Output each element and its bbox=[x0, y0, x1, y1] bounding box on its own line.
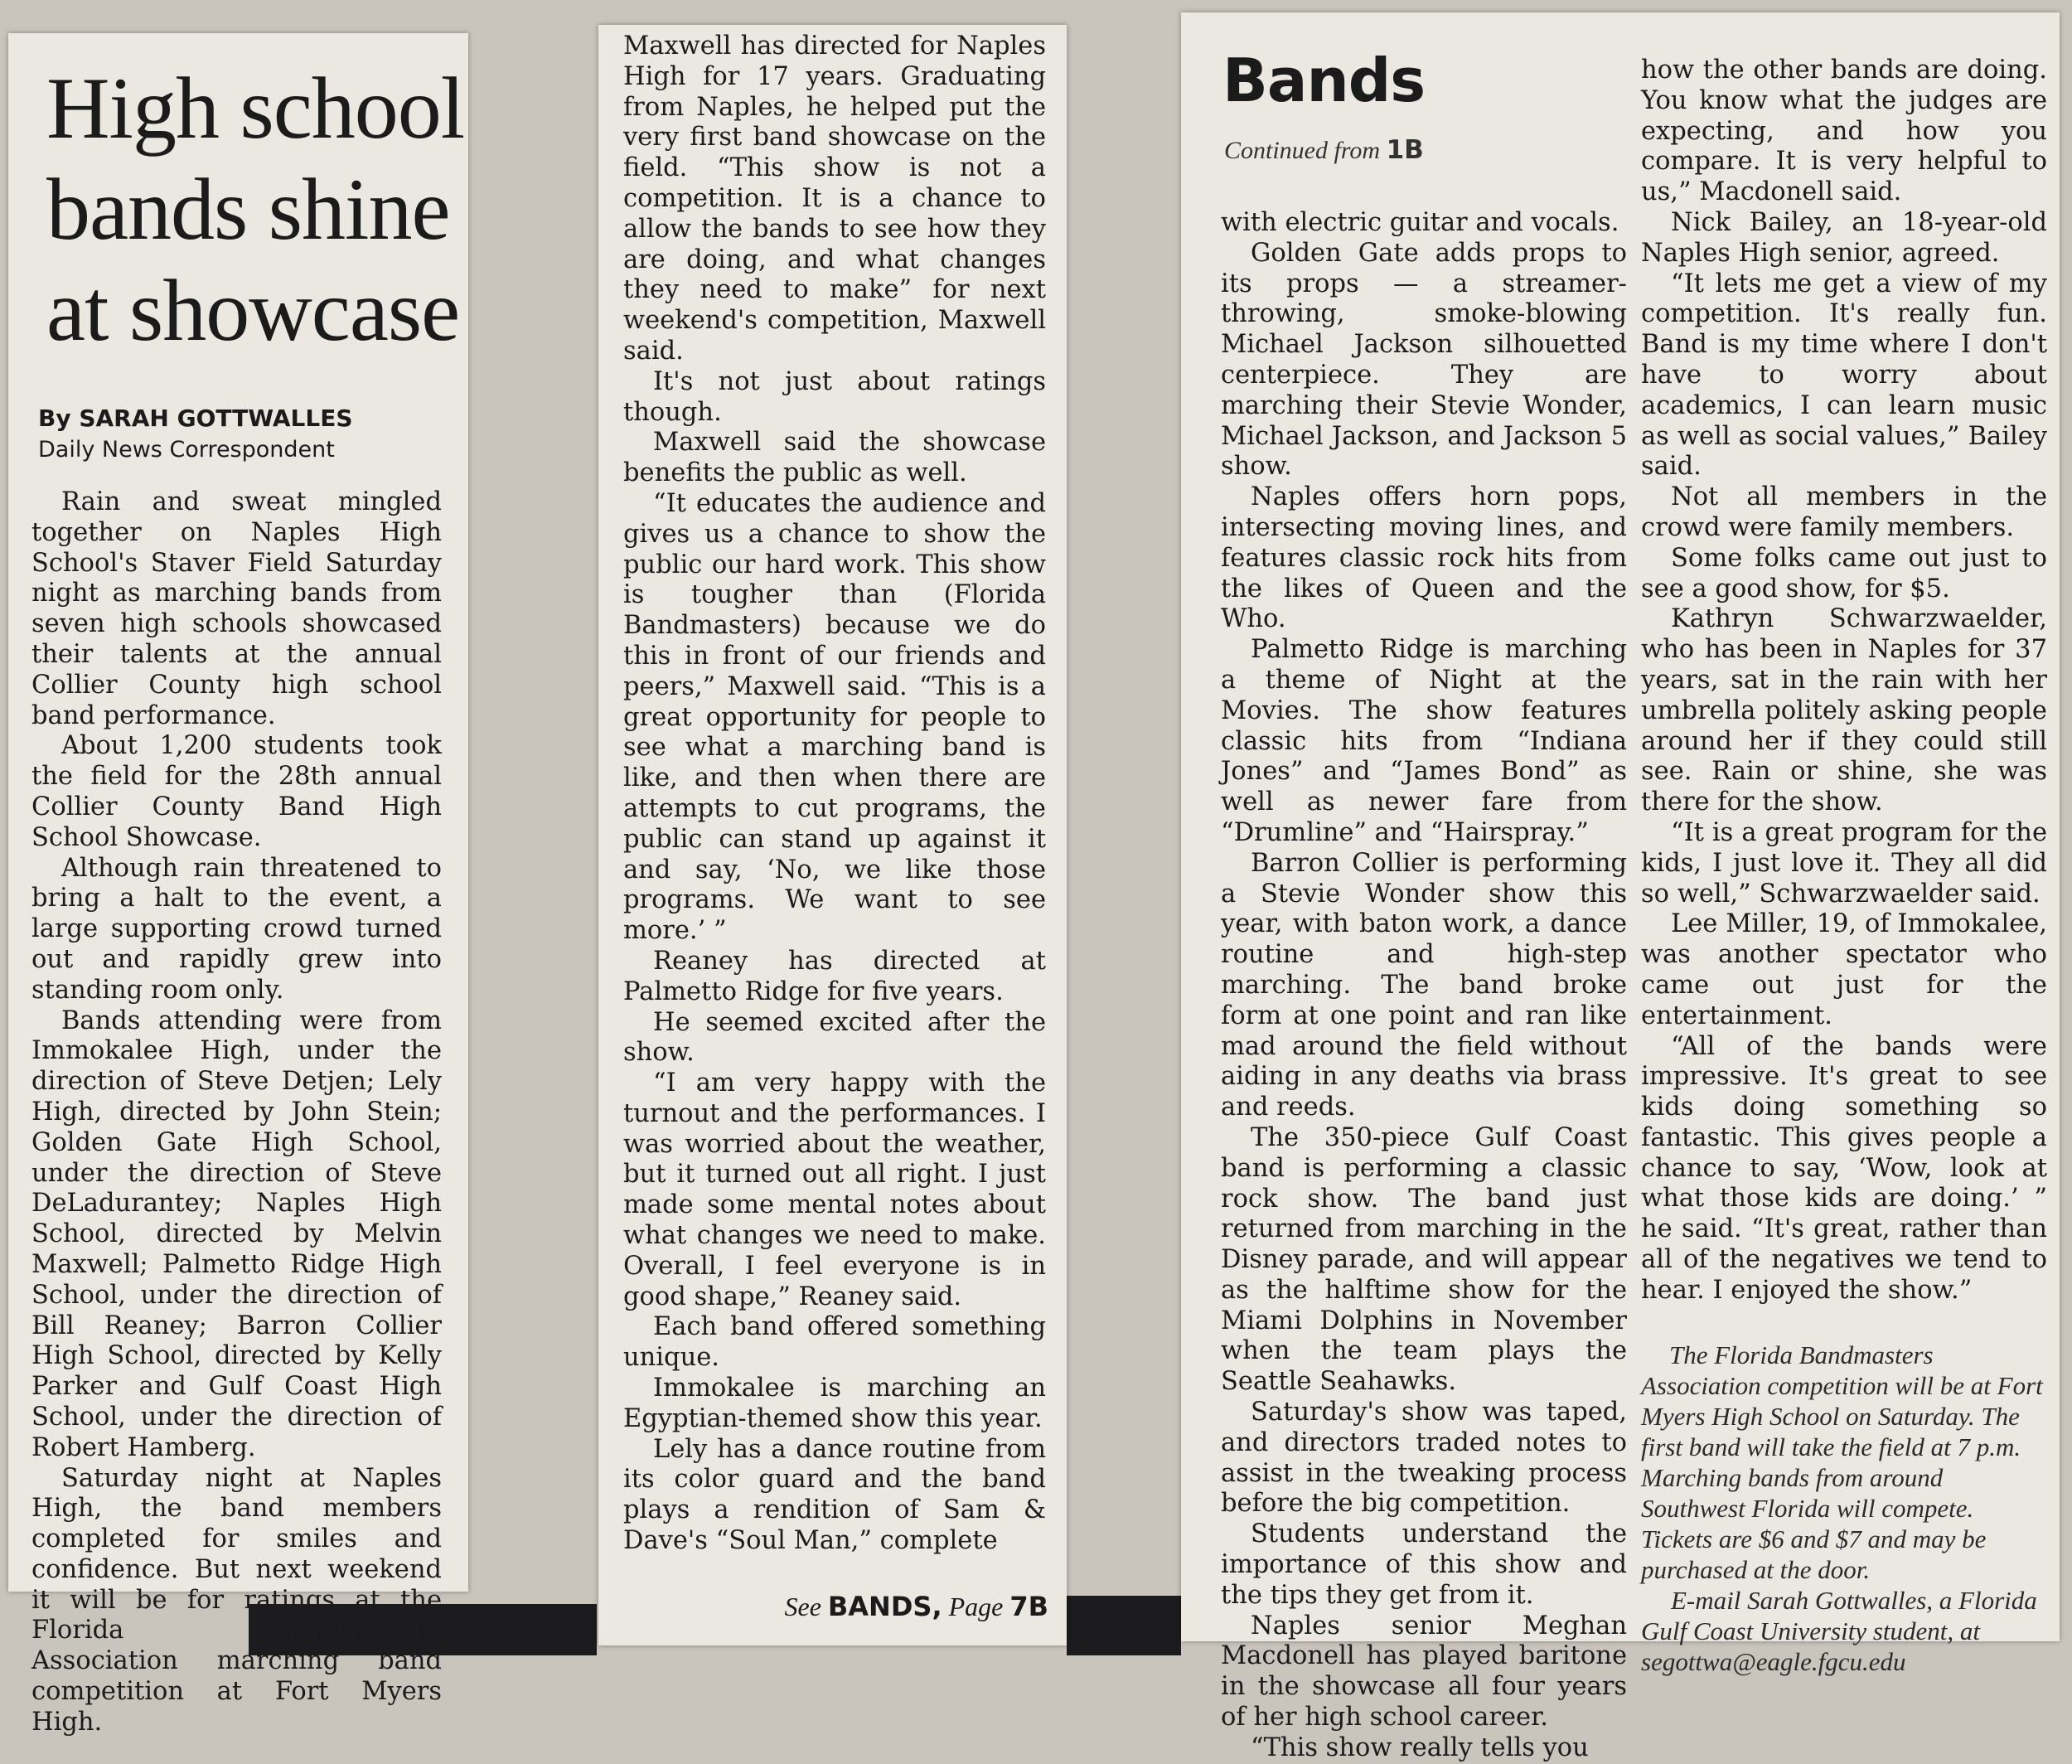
paragraph: Each band offered something unique. bbox=[623, 1312, 1046, 1373]
jump-reference bbox=[784, 1591, 1048, 1622]
paragraph: It's not just about ratings though. bbox=[623, 366, 1046, 427]
paragraph: Naples senior Meghan Macdonell has played baritone in the showcase all four years of her high school career. bbox=[1221, 1611, 1627, 1732]
byline bbox=[38, 405, 468, 463]
article-column bbox=[623, 32, 1046, 1557]
paragraph: with electric guitar and vocals. bbox=[1221, 208, 1619, 237]
article-column bbox=[1641, 56, 2047, 1677]
paragraph: Maxwell has directed for Naples High for 17 years. Graduating from Naples, he helped put the very first band showcase on the field. “This show is not a competition. It is a chance to allow the bands to see how they are doing, and what changes they need to make” for next weekend's competition, Maxwell said. bbox=[623, 32, 1046, 366]
paragraph: Students understand the importance of this show and the tips they get from it. bbox=[1221, 1519, 1627, 1610]
event-note: The Florida Bandmasters Association competition will be at Fort Myers High School on Saturday. The first band will take the field at 7 p.m. Marching bands from around Southwest Florida will compete. Tickets are $6 and $7 and may be purchased at the door. bbox=[1641, 1340, 2043, 1584]
jump-page: 7B bbox=[1009, 1591, 1048, 1622]
headline-line: at showcase bbox=[46, 262, 460, 359]
paragraph: Nick Bailey, an 18-year-old Naples High senior, agreed. bbox=[1641, 207, 2047, 268]
paragraph: Barron Collier is performing a Stevie Wonder show this year, with baton work, a dance routine and high-step marching. The band broke form at one point and ran like mad around the field without aiding in any deaths via brass and reeds. bbox=[1221, 848, 1627, 1122]
article-clipping-right bbox=[1181, 12, 2060, 1762]
paragraph: Not all members in the crowd were family members. bbox=[1641, 482, 2047, 542]
article-column bbox=[31, 487, 442, 1738]
jump-headline: Bands bbox=[1222, 46, 1426, 115]
paragraph: He seemed excited after the show. bbox=[623, 1007, 1046, 1068]
continued-page: 1B bbox=[1386, 135, 1424, 165]
paragraph: Saturday's show was taped, and directors traded notes to assist in the tweaking process before the big competition. bbox=[1221, 1398, 1627, 1519]
background-gap bbox=[1067, 1596, 1181, 1655]
paragraph: “All of the bands were impressive. It's great to see kids doing something so fantastic. This gives people a chance to say, ‘Wow, look at what those kids are doing.’ ” he said. “It's great, rather than all of the negatives we tend to hear. I enjoyed the show.” bbox=[1641, 1031, 2047, 1305]
paragraph: Saturday night at Naples High, the band members completed for smiles and confidence. But next weekend it will be for ratings at the Florida Bandmasters Association marching band competition at Fort Myers High. bbox=[31, 1463, 442, 1737]
author-role: Daily News Correspondent bbox=[38, 437, 335, 463]
paragraph: Naples offers horn pops, intersecting moving lines, and features classic rock hits from the likes of Queen and the Who. bbox=[1221, 482, 1627, 634]
paragraph: “It lets me get a view of my competition. It's really fun. Band is my time where I don't have to worry about academics, I can learn music as well as social values,” Bailey said. bbox=[1641, 269, 2047, 482]
paragraph: Some folks came out just to see a good show, for $5. bbox=[1641, 543, 2047, 603]
continued-from bbox=[1224, 135, 1424, 165]
headline bbox=[46, 58, 468, 361]
continued-label: Continued from bbox=[1224, 137, 1381, 164]
paragraph: The 350-piece Gulf Coast band is performing a classic rock show. The band just returned from marching in the Disney parade, and will appear as the halftime show for the Miami Dolphins in November when the team plays the Seattle Seahawks. bbox=[1221, 1122, 1627, 1397]
paragraph: how the other bands are doing. You know what the judges are expecting, and how you compare. It is very helpful to us,” Macdonell said. bbox=[1641, 56, 2047, 207]
jump-slug: BANDS, bbox=[827, 1591, 942, 1622]
paragraph: “I am very happy with the turnout and the performances. I was worried about the weather, but it turned out all right. I just made some mental notes about what changes we need to make. Overall, I feel everyone is in good shape,” Reaney said. bbox=[623, 1069, 1046, 1311]
paragraph: Rain and sweat mingled together on Naples High School's Staver Field Saturday night as marching bands from seven high schools showcased their talents at the annual Collier County high school band performance. bbox=[31, 487, 442, 730]
paragraph: Lely has a dance routine from its color guard and the band plays a rendition of Sam & Dave's “Soul Man,” complete bbox=[623, 1434, 1046, 1556]
paragraph: Immokalee is marching an Egyptian-themed show this year. bbox=[623, 1374, 1046, 1433]
paragraph: “It educates the audience and gives us a chance to show the public our hard work. This show is tougher than (Florida Bandmasters) because we do this in front of our friends and peers,” Maxwell said. “This is a great opportunity for people to see what a marching band is like, and then when there are attempts to cut programs, the public can stand up against it and say, ‘No, we like those programs. We want to see more.’ ” bbox=[623, 488, 1046, 946]
paragraph: Bands attending were from Immokalee High, under the direction of Steve Detjen; Lely High, directed by John Stein; Golden Gate High School, under the direction of Steve DeLadurantey; Naples High School, directed by Melvin Maxwell; Palmetto Ridge High School, under the direction of Bill Reaney; Barron Collier High School, directed by Kelly Parker and Gulf Coast High School, under the direction of Robert Hamberg. bbox=[31, 1006, 442, 1462]
paragraph: “This show really tells you bbox=[1251, 1732, 1589, 1762]
jump-see: See bbox=[784, 1592, 821, 1621]
paragraph: Maxwell said the showcase benefits the public as well. bbox=[623, 428, 1046, 488]
author: By SARAH GOTTWALLES bbox=[38, 405, 353, 432]
paragraph: Golden Gate adds props to its props — a streamer-throwing, smoke-blowing Michael Jackson silhouetted centerpiece. They are marching their Stevie Wonder, Michael Jackson, and Jackson 5 show. bbox=[1221, 238, 1627, 482]
headline-line: bands shine bbox=[46, 161, 450, 258]
paragraph: Kathryn Schwarzwaelder, who has been in Naples for 37 years, sat in the rain with her umbrella politely asking people around her if they could still see. Rain or shine, she was there for the show. bbox=[1641, 604, 2047, 817]
paragraph: “It is a great program for the kids, I just love it. They all did so well,” Schwarzwaelder said. bbox=[1641, 817, 2047, 909]
paragraph: Palmetto Ridge is marching a theme of Night at the Movies. The show features classic hits from “Indiana Jones” and “James Bond” as well as newer fare from “Drumline” and “Hairspray.” bbox=[1221, 635, 1627, 847]
headline-line: High school bbox=[46, 60, 465, 157]
article-clipping-left bbox=[8, 33, 468, 1737]
paragraph: About 1,200 students took the field for the 28th annual Collier County Band High School Showcase. bbox=[31, 731, 442, 852]
jump-page-label: Page bbox=[948, 1592, 1004, 1621]
article-clipping-middle bbox=[598, 25, 1067, 1645]
paragraph: Lee Miller, 19, of Immokalee, was another spectator who came out just for the entertainment. bbox=[1641, 909, 2047, 1030]
author-email-note: E-mail Sarah Gottwalles, a Florida Gulf Coast University student, at segottwa@eagle.fgcu.edu bbox=[1641, 1585, 2037, 1676]
article-column bbox=[1221, 208, 1627, 1764]
paragraph: Reaney has directed at Palmetto Ridge for five years. bbox=[623, 946, 1046, 1006]
paragraph: Although rain threatened to bring a halt to the event, a large supporting crowd turned out and rapidly grew into standing room only. bbox=[31, 853, 442, 1005]
